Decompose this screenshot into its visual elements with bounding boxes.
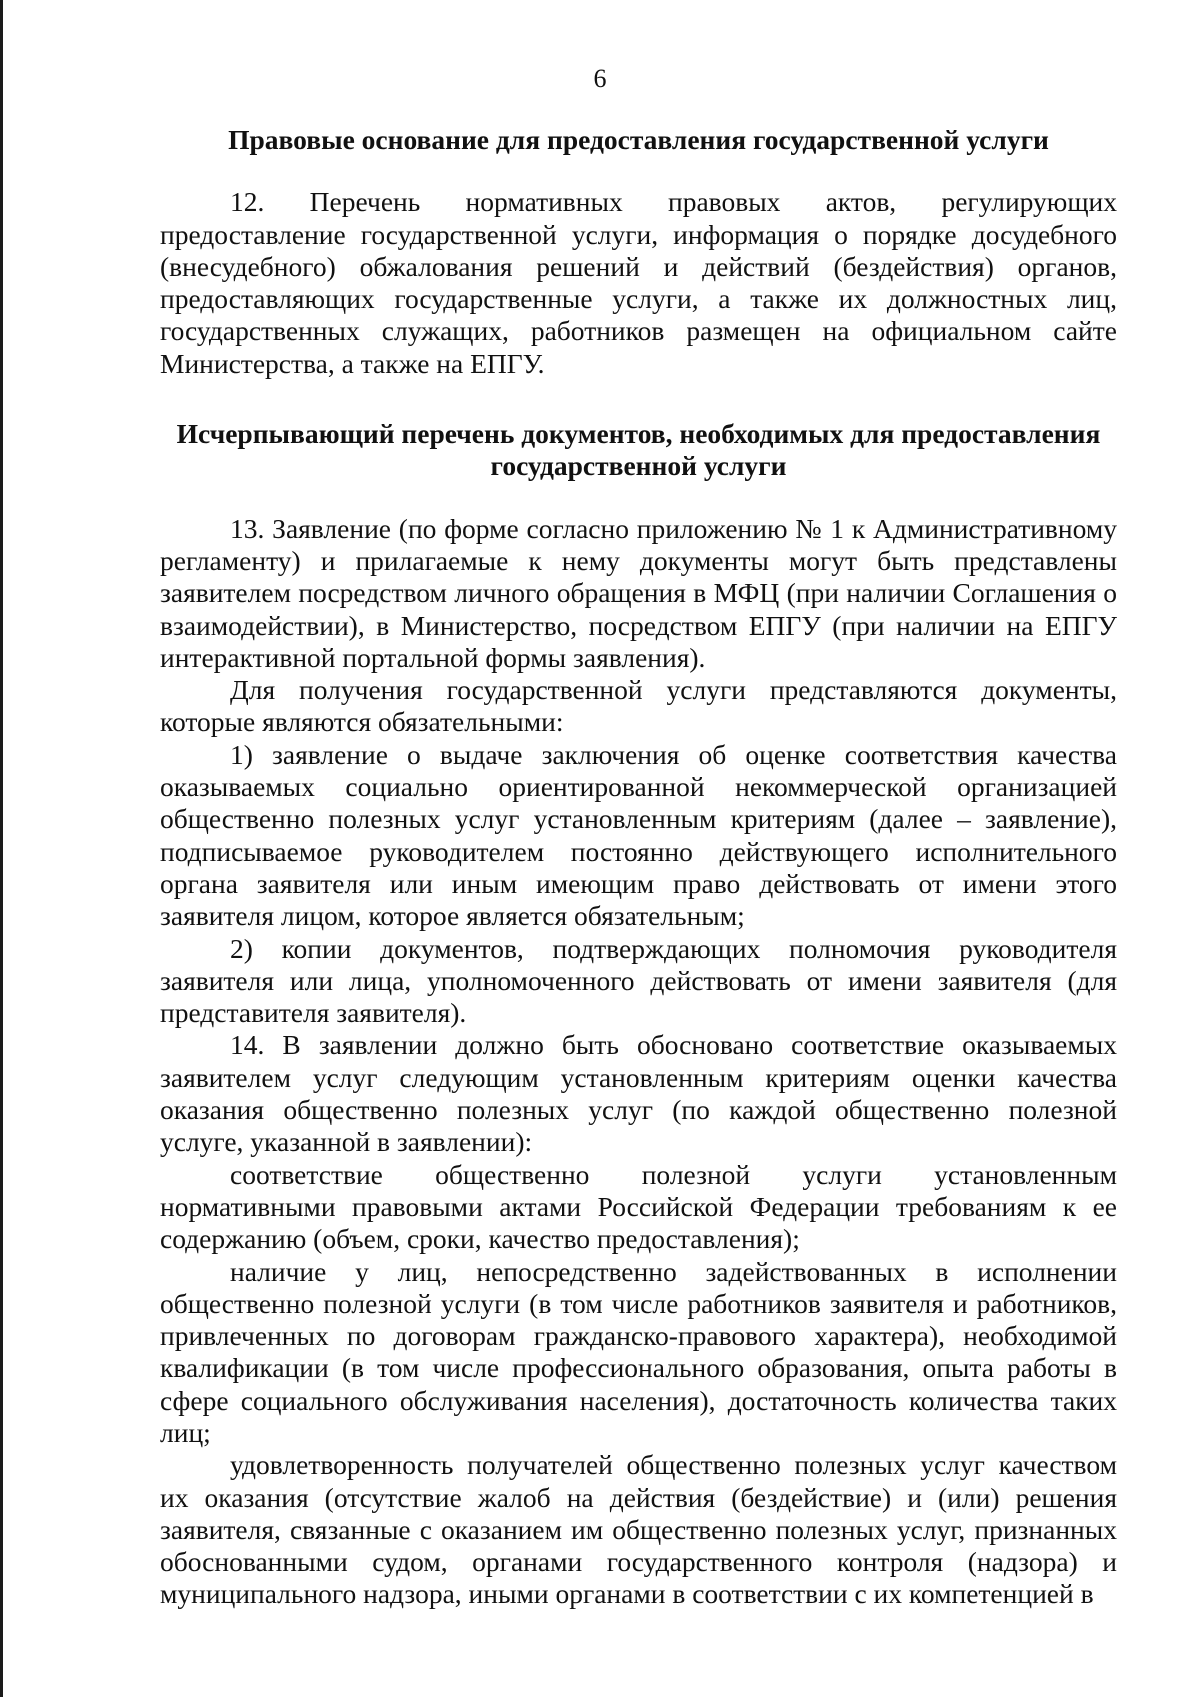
section-heading-documents-list: Исчерпывающий перечень документов, необходимых для предоставления государственной услуги — [176, 418, 1101, 482]
paragraph-14: 14. В заявлении должно быть обосновано соответствие оказываемых заявителем услуг следующим установленным критериям оценки качества оказания общественно полезных услуг (по каждой общественно полезной услуге, указанной в заявлении): — [160, 1029, 1117, 1158]
paragraph-12: 12. Перечень нормативных правовых актов, регулирующих предоставление государственной услуги, информация о порядке досудебного (внесудебного) обжалования решений и действий (бездействия) органов, предоставляющих государственные услуги, а также их должностных лиц, государственных служащих, работников размещен на официальном сайте Министерства, а также на ЕПГУ. — [160, 186, 1117, 379]
document-body — [160, 124, 1117, 1611]
page-number: 6 — [593, 64, 607, 93]
scan-edge-line — [0, 0, 3, 1697]
criterion-compliance: соответствие общественно полезной услуги установленным нормативными правовыми актами Российской Федерации требованиям к ее содержанию (объем, сроки, качество предоставления); — [160, 1158, 1117, 1255]
paragraph-13: 13. Заявление (по форме согласно приложению № 1 к Административному регламенту) и прилагаемые к нему документы могут быть представлены заявителем посредством личного обращения в МФЦ (при наличии Соглашения о взаимодействии), в Министерство, посредством ЕПГУ (при наличии на ЕПГУ интерактивной портальной формы заявления). — [160, 512, 1117, 673]
criterion-satisfaction: удовлетворенность получателей общественно полезных услуг качеством их оказания (отсутствие жалоб на действия (бездействие) и (или) решения заявителя, связанные с оказанием им общественно полезных услуг, признанных обоснованными судом, органами государственного контроля (надзора) и муниципального надзора, иными органами в соответствии с их компетенцией в — [160, 1449, 1117, 1610]
section-heading-legal-basis: Правовые основание для предоставления государственной услуги — [228, 124, 1049, 155]
list-item-2-copies: 2) копии документов, подтверждающих полномочия руководителя заявителя или лица, уполномоченного действовать от имени заявителя (для представителя заявителя). — [160, 932, 1117, 1029]
criterion-qualification: наличие у лиц, непосредственно задействованных в исполнении общественно полезной услуги (в том числе работников заявителя и работников, привлеченных по договорам гражданско-правового характера), необходимой квалификации (в том числе профессионального образования, опыта работы в сфере социального обслуживания населения), достаточность количества таких лиц; — [160, 1255, 1117, 1448]
list-item-1-application: 1) заявление о выдаче заключения об оценке соответствия качества оказываемых социально ориентированной некоммерческой организацией общественно полезных услуг установленным критериям (далее – заявление), подписываемое руководителем постоянно действующего исполнительного органа заявителя или иным имеющим право действовать от имени этого заявителя лицом, которое является обязательным; — [160, 738, 1117, 932]
paragraph-required-docs: Для получения государственной услуги представляются документы, которые являются обязательными: — [160, 674, 1117, 738]
